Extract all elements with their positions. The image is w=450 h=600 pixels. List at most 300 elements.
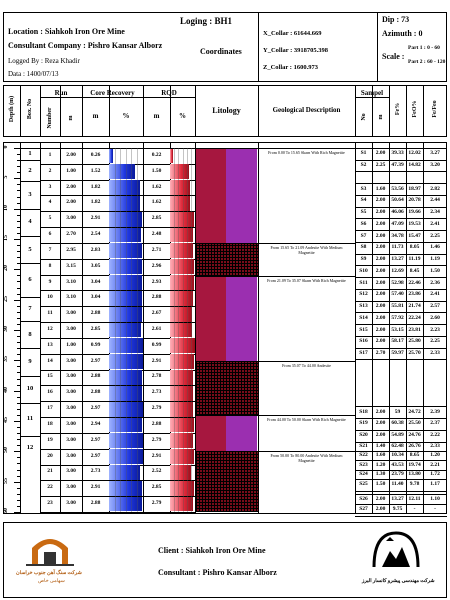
- col-box-no: Box. No: [27, 98, 33, 120]
- pishro-kansar-logo: [368, 527, 424, 577]
- col-run: Run: [54, 89, 68, 97]
- sample-no: S9: [360, 256, 367, 263]
- run-number: 16: [47, 389, 53, 396]
- run-number: 15: [47, 373, 53, 380]
- depth-tick-label: 5: [3, 175, 9, 179]
- depth-minor-tick: [17, 294, 20, 295]
- sample-row-divider: [355, 516, 447, 517]
- sample-no: S27: [359, 506, 368, 513]
- run-length: 2.70: [66, 231, 76, 238]
- box-divider: [20, 297, 40, 298]
- sample-feo: 23.81: [408, 326, 421, 333]
- depth-tick-label: 40: [3, 386, 9, 393]
- col-geo-desc: Geological Description: [272, 106, 341, 114]
- sample-length: 2.00: [375, 232, 386, 239]
- sample-no: S21: [359, 442, 368, 449]
- sample-length: 2.25: [375, 162, 386, 169]
- rqd-grid-line: [183, 148, 184, 512]
- sample-feo: 19.66: [408, 209, 421, 216]
- run-number: 11: [47, 310, 53, 317]
- sample-fe: 9.75: [392, 506, 403, 513]
- sample-fe: 59: [394, 408, 401, 415]
- run-number: 14: [47, 357, 53, 364]
- sample-feo: 11.19: [408, 256, 421, 263]
- cr-grid-line: [120, 148, 121, 512]
- col-rqd: RQD: [161, 89, 177, 97]
- depth-minor-tick: [17, 203, 20, 204]
- sample-fe: 55.81: [391, 303, 404, 310]
- sample-feo: 8.05: [409, 244, 420, 251]
- sample-feo: -: [413, 506, 416, 513]
- sample-fe: 54.89: [391, 432, 404, 439]
- sample-no: S3: [360, 185, 367, 192]
- run-number: 12: [47, 326, 53, 332]
- box-divider: [20, 376, 40, 377]
- litology-andesite: [196, 361, 258, 415]
- sample-fe: 57.92: [391, 314, 404, 321]
- sample-fe: 62.48: [391, 442, 404, 449]
- box-divider: [20, 236, 40, 237]
- core-recovery-m: 2.83: [90, 246, 101, 253]
- sample-row-divider: [355, 406, 447, 407]
- sample-row-divider: [355, 336, 447, 337]
- depth-minor-tick: [17, 488, 20, 489]
- sample-row-divider: [355, 348, 447, 349]
- run-number: 8: [48, 262, 52, 269]
- rqd-m: 2.48: [151, 231, 162, 238]
- sample-feo: 22.46: [408, 279, 421, 286]
- rqd-m: 2.85: [151, 215, 162, 222]
- litology-skarn: [196, 415, 226, 451]
- sample-ratio: 2.22: [430, 432, 440, 439]
- sample-ratio: 2.37: [430, 420, 440, 427]
- rqd-m: 1.50: [151, 167, 162, 174]
- rqd-m: 2.52: [151, 468, 162, 475]
- depth-minor-tick: [17, 342, 20, 343]
- geo-description: From 35.07 To 44.00 Andesite: [282, 362, 331, 368]
- run-length: 3.10: [66, 294, 76, 301]
- sample-row-divider: [355, 242, 447, 243]
- rqd-m: 2.85: [151, 484, 162, 491]
- rqd-m: 2.91: [151, 452, 162, 459]
- date-label: Data : 1400/07/13: [8, 70, 59, 78]
- x-collar-label: X_Collar : 61644.669: [263, 30, 322, 37]
- run-number: 1: [48, 151, 52, 158]
- cr-grid-line: [115, 148, 116, 512]
- run-length: 3.00: [66, 436, 76, 443]
- body-divider: [258, 142, 259, 514]
- run-number: 9: [48, 278, 52, 285]
- sample-ratio: 2.34: [430, 209, 440, 216]
- sample-ratio: 2.25: [430, 232, 440, 239]
- sample-length: 2.00: [375, 244, 386, 251]
- sample-ratio: 2.44: [430, 197, 440, 204]
- depth-minor-tick: [17, 463, 20, 464]
- col-fe-feo: Fe/Feo: [432, 100, 438, 118]
- col-rqd-pct: %: [179, 112, 186, 120]
- sample-no: S15: [359, 326, 368, 333]
- rqd-m: 0.99: [151, 341, 162, 348]
- depth-minor-tick: [17, 427, 20, 428]
- sample-row-divider: [355, 218, 447, 219]
- sample-ratio: 2.57: [430, 303, 440, 310]
- sample-no: S22: [359, 452, 368, 459]
- depth-minor-tick: [17, 312, 20, 313]
- core-recovery-m: 1.52: [90, 167, 101, 174]
- depth-minor-tick: [17, 288, 20, 289]
- sample-length: 2.00: [375, 432, 386, 439]
- sample-length: 1.60: [375, 452, 386, 459]
- col-depth: Depth (m): [9, 95, 15, 123]
- run-length: 2.00: [66, 151, 76, 158]
- sample-ratio: 2.41: [430, 220, 440, 227]
- core-recovery-m: 2.88: [90, 500, 101, 507]
- box-number: 11: [26, 415, 34, 423]
- left-logo-sub: سهامی خاص: [38, 579, 65, 584]
- run-length: 1.00: [66, 167, 76, 174]
- col-run-m: m: [68, 115, 74, 121]
- sample-length: 2.00: [375, 279, 386, 286]
- core-recovery-bar: [109, 149, 113, 164]
- sample-fe: 34.78: [391, 232, 404, 239]
- rqd-m: 1.62: [151, 183, 162, 190]
- sample-row-divider: [355, 230, 447, 231]
- sample-fe: 58.17: [391, 338, 404, 345]
- litology-skarn-side: [226, 415, 257, 451]
- sample-ratio: 2.33: [430, 442, 440, 449]
- sample-ratio: 3.20: [430, 162, 440, 169]
- sample-length: 1.20: [375, 461, 386, 468]
- sample-fe: 50.64: [391, 197, 404, 204]
- sample-feo: 13.80: [408, 470, 421, 477]
- run-number: 2: [48, 167, 52, 174]
- sample-row-divider: [355, 418, 447, 419]
- sample-row-divider: [355, 479, 447, 480]
- depth-tick: [14, 239, 20, 240]
- litology-skarn: [196, 148, 226, 243]
- col-sampel: Sampel: [360, 89, 384, 97]
- sample-feo: 26.76: [408, 442, 421, 449]
- depth-tick-label: 0: [3, 145, 9, 149]
- sample-row-divider: [355, 301, 447, 302]
- box-divider: [20, 436, 40, 437]
- scale-label: Scale :: [382, 52, 405, 61]
- sample-length: 2.00: [375, 338, 386, 345]
- sample-feo: 22.24: [408, 314, 421, 321]
- depth-minor-tick: [17, 318, 20, 319]
- left-logo-text: شرکت سنگ آهن جنوب خراسان: [16, 571, 82, 576]
- col-fe-pct: Fe%: [395, 102, 401, 116]
- litology-divider: [195, 243, 355, 244]
- col-rqd-m: m: [153, 112, 160, 120]
- box-number: 10: [26, 385, 34, 393]
- core-recovery-m: 2.97: [90, 452, 101, 459]
- sample-fe: 59.97: [391, 349, 404, 356]
- box-divider: [20, 209, 40, 210]
- depth-minor-tick: [17, 184, 20, 185]
- depth-tick-label: 60: [3, 508, 9, 514]
- depth-minor-tick: [17, 233, 20, 234]
- core-recovery-m: 1.82: [90, 199, 101, 206]
- rqd-m: 2.96: [151, 262, 162, 269]
- sample-fe: 43.53: [391, 461, 404, 468]
- sample-feo: 25.70: [408, 349, 421, 356]
- box-divider: [20, 321, 40, 322]
- rqd-m: 2.93: [151, 278, 162, 285]
- sample-ratio: 2.33: [430, 349, 440, 356]
- rqd-m: 0.22: [151, 151, 162, 158]
- rqd-m: 2.67: [151, 310, 162, 317]
- part2-label: Part 2 : 60 - 120: [408, 59, 446, 65]
- litology-skarn: [196, 276, 226, 361]
- litology-divider: [195, 276, 355, 277]
- rqd-grid-line: [178, 148, 179, 512]
- sample-length: 2.00: [375, 506, 386, 513]
- core-recovery-m: 3.04: [90, 294, 101, 301]
- z-collar-label: Z_Collar : 1600.973: [263, 64, 318, 71]
- header-divider: [389, 85, 390, 137]
- geo-description: From 0.00 To 15.65 Skarn With Rich Magnetite: [268, 150, 345, 155]
- core-recovery-m: 2.97: [90, 357, 101, 364]
- depth-tick-label: 55: [3, 477, 9, 484]
- sample-fe: 11.73: [391, 244, 404, 251]
- sample-no: S8: [360, 244, 367, 251]
- sample-ratio: 1.72: [430, 470, 440, 477]
- sample-ratio: 1.20: [430, 452, 440, 459]
- core-recovery-m: 2.85: [90, 326, 101, 332]
- run-row-divider: [40, 512, 195, 513]
- geo-description: From 15.65 To 21.09 Andesite With Medium Magnetite: [270, 244, 343, 255]
- sample-ratio: 2.21: [430, 461, 440, 468]
- run-length: 1.00: [66, 341, 76, 348]
- rqd-grid-line: [174, 148, 175, 512]
- sample-fe: 53.15: [391, 326, 404, 333]
- header-sub-divider: [355, 97, 389, 98]
- sample-row-divider: [355, 207, 447, 208]
- sample-length: 2.00: [375, 291, 386, 298]
- sample-ratio: -: [434, 506, 436, 513]
- depth-minor-tick: [17, 500, 20, 501]
- depth-tick: [14, 512, 20, 513]
- sample-ratio: 2.23: [430, 326, 440, 333]
- sample-no: S1: [360, 150, 367, 157]
- sample-length: 2.00: [375, 408, 386, 415]
- sample-fe: 23.79: [391, 470, 404, 477]
- sample-feo: 25.80: [408, 338, 421, 345]
- rqd-bar: [170, 149, 173, 164]
- depth-minor-tick: [17, 439, 20, 440]
- depth-minor-tick: [17, 506, 20, 507]
- sample-length: 2.00: [375, 209, 386, 216]
- rqd-m: 2.61: [151, 326, 162, 332]
- sample-length: 2.00: [375, 420, 386, 427]
- sample-feo: 18.97: [408, 185, 421, 192]
- sample-length: 1.50: [375, 481, 386, 488]
- litology-skarn-side: [226, 276, 257, 361]
- depth-minor-tick: [17, 470, 20, 471]
- depth-minor-tick: [17, 433, 20, 434]
- cr-grid-line: [126, 148, 127, 512]
- sample-length: 2.00: [375, 256, 386, 263]
- right-logo-text: شرکت مهندسی پیشرو کانسار البرز: [362, 579, 435, 584]
- depth-minor-tick: [17, 372, 20, 373]
- sample-length: 1.30: [375, 470, 386, 477]
- sample-length: 2.00: [375, 220, 386, 227]
- depth-minor-tick: [17, 379, 20, 380]
- sample-no: S10: [359, 267, 368, 274]
- rqd-grid-line: [187, 148, 188, 512]
- sample-feo: 23.86: [408, 291, 421, 298]
- run-number: 18: [47, 420, 53, 427]
- run-length: 3.00: [66, 215, 76, 222]
- core-recovery-m: 2.73: [90, 468, 101, 475]
- arch-logo-icon: [22, 528, 78, 568]
- run-length: 3.00: [66, 405, 76, 412]
- depth-tick: [14, 269, 20, 270]
- sample-no: S4: [360, 197, 367, 204]
- run-number: 13: [47, 341, 53, 348]
- box-number: 9: [28, 357, 32, 365]
- box-number: 3: [28, 191, 32, 199]
- sample-row-divider: [355, 277, 447, 278]
- rqd-m: 2.79: [151, 405, 162, 412]
- sample-feo: 24.72: [408, 408, 421, 415]
- sample-feo: 12.02: [408, 150, 421, 157]
- header-divider: [406, 85, 407, 137]
- run-number: 20: [47, 452, 53, 459]
- sample-feo: 9.78: [409, 481, 420, 488]
- sample-ratio: 2.41: [430, 291, 440, 298]
- box-number: 1: [28, 150, 32, 158]
- sample-length: 2.00: [375, 150, 386, 157]
- run-length: 3.00: [66, 357, 76, 364]
- run-number: 17: [47, 405, 53, 412]
- run-length: 3.00: [66, 310, 76, 317]
- cr-grid-line: [131, 148, 132, 512]
- sample-fe: 12.69: [391, 267, 404, 274]
- sample-no: S19: [359, 420, 368, 427]
- run-number: 10: [47, 294, 53, 301]
- dip-label: Dip : 73: [382, 15, 410, 24]
- depth-minor-tick: [17, 366, 20, 367]
- sample-length: 2.00: [375, 267, 386, 274]
- sample-length: 1.60: [375, 185, 386, 192]
- sample-row-divider: [355, 430, 447, 431]
- run-number: 22: [47, 484, 53, 491]
- depth-minor-tick: [17, 494, 20, 495]
- col-feo-pct: FeO%: [412, 100, 418, 118]
- sample-row-divider: [355, 289, 447, 290]
- depth-minor-tick: [17, 257, 20, 258]
- loging-label: Loging : BH1: [180, 16, 233, 26]
- cr-grid-line: [137, 148, 138, 512]
- sample-fe: 53.56: [391, 185, 404, 192]
- box-divider: [20, 403, 40, 404]
- box-number: 6: [28, 275, 32, 283]
- sample-length: 2.00: [375, 197, 386, 204]
- rqd-m: 2.78: [151, 373, 162, 380]
- litology-divider: [195, 415, 355, 416]
- sample-ratio: 2.36: [430, 279, 440, 286]
- depth-tick-label: 20: [3, 265, 9, 272]
- core-recovery-m: 2.91: [90, 484, 101, 491]
- sample-ratio: 1.17: [430, 481, 440, 488]
- sample-row-divider: [355, 254, 447, 255]
- core-recovery-m: 2.88: [90, 310, 101, 317]
- sample-no: S26: [359, 495, 368, 502]
- sample-no: S2: [360, 162, 367, 169]
- rqd-m: 2.88: [151, 420, 162, 427]
- run-number: 5: [48, 215, 52, 222]
- run-length: 3.00: [66, 452, 76, 459]
- run-length: 2.95: [66, 246, 76, 253]
- sample-ratio: 2.60: [430, 314, 440, 321]
- depth-tick: [14, 178, 20, 179]
- run-length: 3.00: [66, 500, 76, 507]
- depth-tick-label: 25: [3, 295, 9, 302]
- sample-feo: 25.50: [408, 420, 421, 427]
- sample-ratio: 1.19: [430, 256, 440, 263]
- col-s-m: m: [378, 114, 384, 120]
- sample-length: 2.70: [375, 349, 386, 356]
- sample-feo: 8.45: [409, 267, 420, 274]
- location-label: Location : Siahkoh Iron Ore Mine: [8, 27, 125, 36]
- box-number: 2: [28, 166, 32, 174]
- sample-no: S7: [360, 232, 367, 239]
- box-number: 5: [28, 245, 32, 253]
- depth-minor-tick: [17, 476, 20, 477]
- box-number: 12: [26, 444, 34, 452]
- sample-fe: 11.40: [391, 481, 404, 488]
- col-number: Number: [47, 107, 53, 129]
- sample-feo: 20.78: [408, 197, 421, 204]
- sample-row-divider: [355, 504, 447, 505]
- sample-ratio: 2.25: [430, 338, 440, 345]
- sample-fe: 47.09: [391, 220, 404, 227]
- rqd-m: 2.73: [151, 389, 162, 396]
- consultant-company-label: Consultant Company : Pishro Kansar Alborz: [8, 41, 163, 50]
- col-cr-pct: %: [122, 112, 130, 120]
- litology-andesite: [196, 243, 258, 276]
- run-length: 3.00: [66, 389, 76, 396]
- sample-fe: 10.34: [391, 452, 404, 459]
- run-number: 6: [48, 231, 52, 238]
- depth-minor-tick: [17, 397, 20, 398]
- sample-row-divider: [355, 324, 447, 325]
- col-cr-m: m: [92, 112, 99, 120]
- depth-tick-label: 10: [3, 204, 9, 211]
- sample-row-divider: [355, 265, 447, 266]
- sample-row-divider: [355, 183, 447, 184]
- run-number: 21: [47, 468, 53, 475]
- sample-ratio: 1.46: [430, 244, 440, 251]
- sample-feo: 24.76: [408, 432, 421, 439]
- sample-row-divider: [355, 171, 447, 172]
- box-number: 4: [28, 218, 32, 226]
- run-length: 2.00: [66, 199, 76, 206]
- depth-minor-tick: [17, 215, 20, 216]
- sample-no: S11: [359, 279, 368, 286]
- rqd-m: 2.88: [151, 294, 162, 301]
- rqd-grid-line: [191, 148, 192, 512]
- run-length: 3.00: [66, 373, 76, 380]
- run-number: 23: [47, 500, 53, 507]
- depth-tick: [14, 451, 20, 452]
- core-recovery-m: 2.97: [90, 405, 101, 412]
- sample-no: S5: [360, 209, 367, 216]
- depth-tick-label: 50: [3, 447, 9, 454]
- sample-length: 2.00: [375, 314, 386, 321]
